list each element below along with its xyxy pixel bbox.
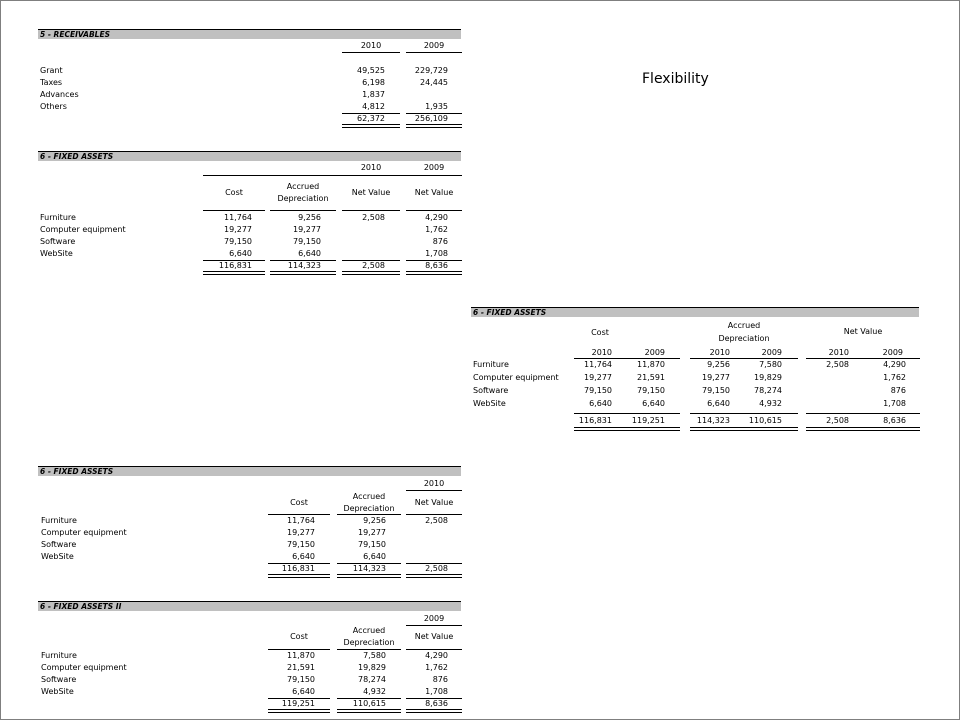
total: 110,615 — [748, 416, 782, 425]
cell-dep: 78,274 — [358, 675, 386, 684]
accrued-header: Accrued — [727, 321, 761, 330]
year-label: 2009 — [882, 348, 903, 357]
cell: 79,150 — [637, 386, 665, 395]
total: 114,323 — [696, 416, 730, 425]
cell-dep: 4,932 — [363, 687, 386, 696]
double-underline — [337, 709, 401, 713]
total-2009: 256,109 — [414, 114, 448, 123]
total: 2,508 — [826, 416, 849, 425]
total-nv: 2,508 — [425, 564, 448, 573]
cell-cost: 79,150 — [287, 540, 315, 549]
row-label: Software — [41, 540, 77, 549]
depreciation-header: Depreciation — [343, 504, 395, 513]
cell: 19,829 — [754, 373, 782, 382]
total-nv2010: 2,508 — [362, 261, 385, 270]
total-dep: 114,323 — [352, 564, 386, 573]
cell-nv2009: 4,290 — [425, 213, 448, 222]
cell-2010: 4,812 — [362, 102, 385, 111]
cell-nv2010: 2,508 — [362, 213, 385, 222]
year-2009-label: 2009 — [423, 163, 445, 172]
year-underline — [406, 52, 462, 53]
fixed-assets-header: 6 - FIXED ASSETS II — [38, 601, 461, 611]
cell-dep: 7,580 — [363, 651, 386, 660]
total: 8,636 — [883, 416, 906, 425]
fixed-assets-header: 6 - FIXED ASSETS — [38, 466, 461, 476]
row-label: Furniture — [41, 516, 77, 525]
total-line — [806, 413, 920, 414]
total-nv2009: 8,636 — [425, 261, 448, 270]
double-underline — [574, 427, 680, 431]
cell-nv: 1,762 — [425, 663, 448, 672]
row-label: WebSite — [41, 687, 74, 696]
double-underline — [406, 124, 462, 128]
double-underline — [268, 574, 330, 578]
net-value-header: Net Value — [414, 188, 454, 197]
cell-cost: 79,150 — [224, 237, 252, 246]
double-underline — [342, 271, 400, 275]
double-underline — [268, 709, 330, 713]
cell-cost: 19,277 — [287, 528, 315, 537]
header-line — [203, 175, 462, 176]
row-label: Grant — [40, 66, 63, 75]
year-label: 2009 — [761, 348, 782, 357]
double-underline — [337, 574, 401, 578]
cell-cost: 11,870 — [287, 651, 315, 660]
cell: 1,762 — [883, 373, 906, 382]
double-underline — [690, 427, 798, 431]
row-label: Furniture — [40, 213, 76, 222]
cell: 79,150 — [584, 386, 612, 395]
cell-nv: 876 — [432, 675, 448, 684]
cell-dep: 9,256 — [298, 213, 321, 222]
row-label: Software — [41, 675, 77, 684]
fixed-assets-header: 6 - FIXED ASSETS — [471, 307, 919, 317]
double-underline — [406, 271, 462, 275]
cell-cost: 11,764 — [224, 213, 252, 222]
cell: 6,640 — [642, 399, 665, 408]
cell-2010: 49,525 — [357, 66, 385, 75]
total-nv: 8,636 — [425, 699, 448, 708]
cell-2009: 24,445 — [420, 78, 448, 87]
cell: 6,640 — [589, 399, 612, 408]
year-label: 2010 — [423, 479, 445, 488]
cell-dep: 6,640 — [298, 249, 321, 258]
year-label: 2009 — [644, 348, 665, 357]
total-cost: 116,831 — [218, 261, 252, 270]
receivables-header: 5 - RECEIVABLES — [38, 29, 461, 39]
col-line — [406, 210, 462, 211]
year-label: 2010 — [828, 348, 849, 357]
row-label: Software — [40, 237, 76, 246]
accrued-header: Accrued — [286, 182, 320, 191]
cell: 4,290 — [883, 360, 906, 369]
cell-nv2009: 876 — [432, 237, 448, 246]
total-cost: 116,831 — [281, 564, 315, 573]
year-underline — [342, 52, 400, 53]
cell: 6,640 — [707, 399, 730, 408]
cell-cost: 11,764 — [287, 516, 315, 525]
row-label: Computer equipment — [473, 373, 559, 382]
cost-header: Cost — [591, 328, 609, 337]
double-underline — [270, 271, 336, 275]
row-label: WebSite — [473, 399, 506, 408]
header-line — [406, 625, 462, 626]
year-label: 2010 — [709, 348, 730, 357]
double-underline — [342, 124, 400, 128]
double-underline — [203, 271, 265, 275]
cell-2009: 229,729 — [414, 66, 448, 75]
col-line — [270, 210, 336, 211]
row-label: Taxes — [40, 78, 63, 87]
total-2010: 62,372 — [357, 114, 385, 123]
double-underline — [406, 709, 462, 713]
accrued-header: Accrued — [352, 492, 386, 501]
cell-cost: 79,150 — [287, 675, 315, 684]
cell-cost: 21,591 — [287, 663, 315, 672]
cell-nv2009: 1,708 — [425, 249, 448, 258]
cost-header: Cost — [290, 498, 308, 507]
cell-dep: 19,829 — [358, 663, 386, 672]
net-value-header: Net Value — [414, 632, 454, 641]
depreciation-header: Depreciation — [343, 638, 395, 647]
total-cost: 119,251 — [281, 699, 315, 708]
total: 119,251 — [631, 416, 665, 425]
year-2010-label: 2010 — [360, 163, 382, 172]
cell-dep: 19,277 — [293, 225, 321, 234]
depreciation-header: Depreciation — [277, 194, 329, 203]
year-2010-label: 2010 — [360, 41, 382, 50]
row-label: Computer equipment — [41, 528, 127, 537]
cell: 11,870 — [637, 360, 665, 369]
col-line — [342, 210, 400, 211]
cell-2009: 1,935 — [425, 102, 448, 111]
total-line — [574, 413, 680, 414]
cell: 9,256 — [707, 360, 730, 369]
accrued-header: Accrued — [352, 626, 386, 635]
slide-title: Flexibility — [642, 71, 709, 87]
net-value-header: Net Value — [843, 327, 883, 336]
cell: 2,508 — [826, 360, 849, 369]
row-label: Software — [473, 386, 509, 395]
cell-nv: 4,290 — [425, 651, 448, 660]
cell-cost: 6,640 — [229, 249, 252, 258]
row-label: Furniture — [473, 360, 509, 369]
cell-dep: 19,277 — [358, 528, 386, 537]
cost-header: Cost — [225, 188, 243, 197]
cell: 79,150 — [702, 386, 730, 395]
cell-dep: 79,150 — [293, 237, 321, 246]
depreciation-header: Depreciation — [718, 334, 770, 343]
fixed-assets-header: 6 - FIXED ASSETS — [38, 151, 461, 161]
cell: 19,277 — [584, 373, 612, 382]
total-line — [690, 413, 798, 414]
header-line — [406, 490, 462, 491]
cell-cost: 19,277 — [224, 225, 252, 234]
row-label: Computer equipment — [41, 663, 127, 672]
cell: 4,932 — [759, 399, 782, 408]
cell: 876 — [890, 386, 906, 395]
col-line — [203, 210, 265, 211]
cell-2010: 6,198 — [362, 78, 385, 87]
cell-cost: 6,640 — [292, 552, 315, 561]
cell-dep: 9,256 — [363, 516, 386, 525]
cell-nv2009: 1,762 — [425, 225, 448, 234]
cell-dep: 79,150 — [358, 540, 386, 549]
cell: 7,580 — [759, 360, 782, 369]
total-dep: 110,615 — [352, 699, 386, 708]
double-underline — [406, 574, 462, 578]
row-label: WebSite — [40, 249, 73, 258]
year-label: 2010 — [591, 348, 612, 357]
cell-nv: 2,508 — [425, 516, 448, 525]
row-label: Furniture — [41, 651, 77, 660]
row-label: Others — [40, 102, 67, 111]
cell-2010: 1,837 — [362, 90, 385, 99]
cell: 19,277 — [702, 373, 730, 382]
row-label: Advances — [40, 90, 79, 99]
double-underline — [806, 427, 920, 431]
cell-dep: 6,640 — [363, 552, 386, 561]
total-dep: 114,323 — [287, 261, 321, 270]
net-value-header: Net Value — [414, 498, 454, 507]
cell: 78,274 — [754, 386, 782, 395]
row-label: Computer equipment — [40, 225, 126, 234]
net-value-header: Net Value — [351, 188, 391, 197]
cell: 21,591 — [637, 373, 665, 382]
cell-nv: 1,708 — [425, 687, 448, 696]
year-label: 2009 — [423, 614, 445, 623]
cell-cost: 6,640 — [292, 687, 315, 696]
year-2009-label: 2009 — [423, 41, 445, 50]
cell: 11,764 — [584, 360, 612, 369]
row-label: WebSite — [41, 552, 74, 561]
cost-header: Cost — [290, 632, 308, 641]
cell: 1,708 — [883, 399, 906, 408]
total: 116,831 — [578, 416, 612, 425]
